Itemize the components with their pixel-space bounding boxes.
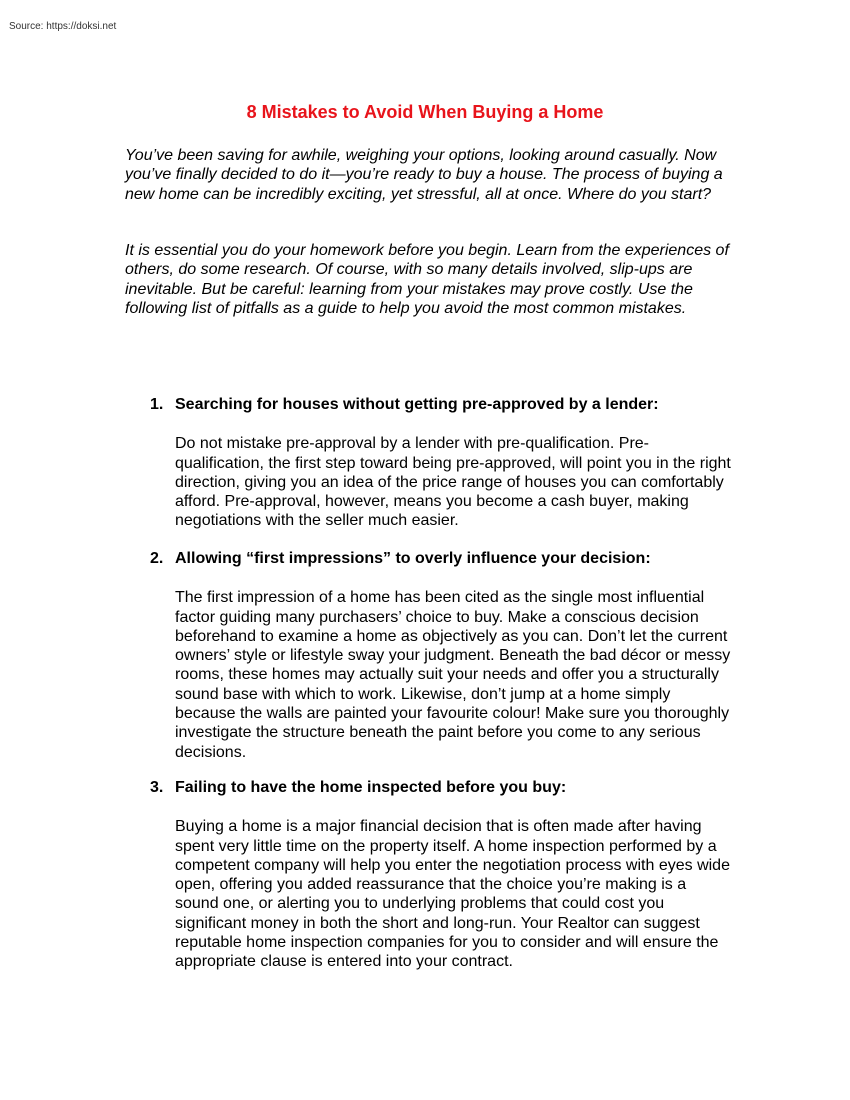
mistake-number: 3. xyxy=(150,779,164,796)
mistake-body: Buying a home is a major financial decision that is often made after having spent very little time on the property itself. A home inspection performed by a competent company will help you enter the negotiation process with eyes wide open, offering you added reassurance that the choice you’re making is a sound one, or alerting you to underlying problems that could cost you significant money in both the short and long-run. Your Realtor can suggest reputable home inspection companies for you to consider and will ensure the appropriate clause is entered into your contract. xyxy=(175,818,730,971)
document-title: 8 Mistakes to Avoid When Buying a Home xyxy=(246,102,604,122)
mistake-heading-text: Allowing “first impressions” to overly influence your decision: xyxy=(175,550,651,567)
mistake-heading-text: Searching for houses without getting pre-approved by a lender: xyxy=(175,396,659,413)
mistake-number: 2. xyxy=(150,550,164,567)
source-attribution: Source: https://doksi.net xyxy=(9,21,117,32)
mistake-item-1 xyxy=(150,395,735,531)
mistake-body: The first impression of a home has been cited as the single most influential factor guiding many purchasers’ choice to buy. Make a conscious decision beforehand to examine a home as objectively as you can. Don’t let the current owners’ style or lifestyle sway your judgment. Beneath the bad décor or messy rooms, these homes may actually suit your needs and offer you a structurally sound base with which to work. Likewise, don’t jump at a home simply because the walls are painted your favourite colour! Make sure you thoroughly investigate the structure beneath the paint before you come to any serious decisions. xyxy=(175,589,731,761)
mistake-heading-text: Failing to have the home inspected before you buy: xyxy=(175,779,567,796)
mistake-heading xyxy=(150,778,735,797)
mistake-body: Do not mistake pre-approval by a lender with pre-qualification. Pre-qualification, the first step toward being pre-approved, will point you in the right direction, giving you an idea of the price range of houses you can comfortably afford. Pre-approval, however, means you become a cash buyer, making negotiations with the seller much easier. xyxy=(175,435,731,530)
mistake-item-3 xyxy=(150,778,735,972)
mistake-item-2 xyxy=(150,549,735,762)
intro-paragraph-2: It is essential you do your homework before you begin. Learn from the experiences of others, do some research. Of course, with so many details involved, slip-ups are inevitable. But be careful: learning from your mistakes may prove costly. Use the following list of pitfalls as a guide to help you avoid the most common mistakes. xyxy=(125,242,729,317)
mistake-heading xyxy=(150,395,735,414)
intro-paragraph-1: You’ve been saving for awhile, weighing your options, looking around casually. Now you’ve finally decided to do it—you’re ready to buy a house. The process of buying a new home can be incredibly exciting, yet stressful, all at once. Where do you start? xyxy=(125,147,723,203)
mistake-heading xyxy=(150,549,735,568)
mistake-number: 1. xyxy=(150,396,164,413)
